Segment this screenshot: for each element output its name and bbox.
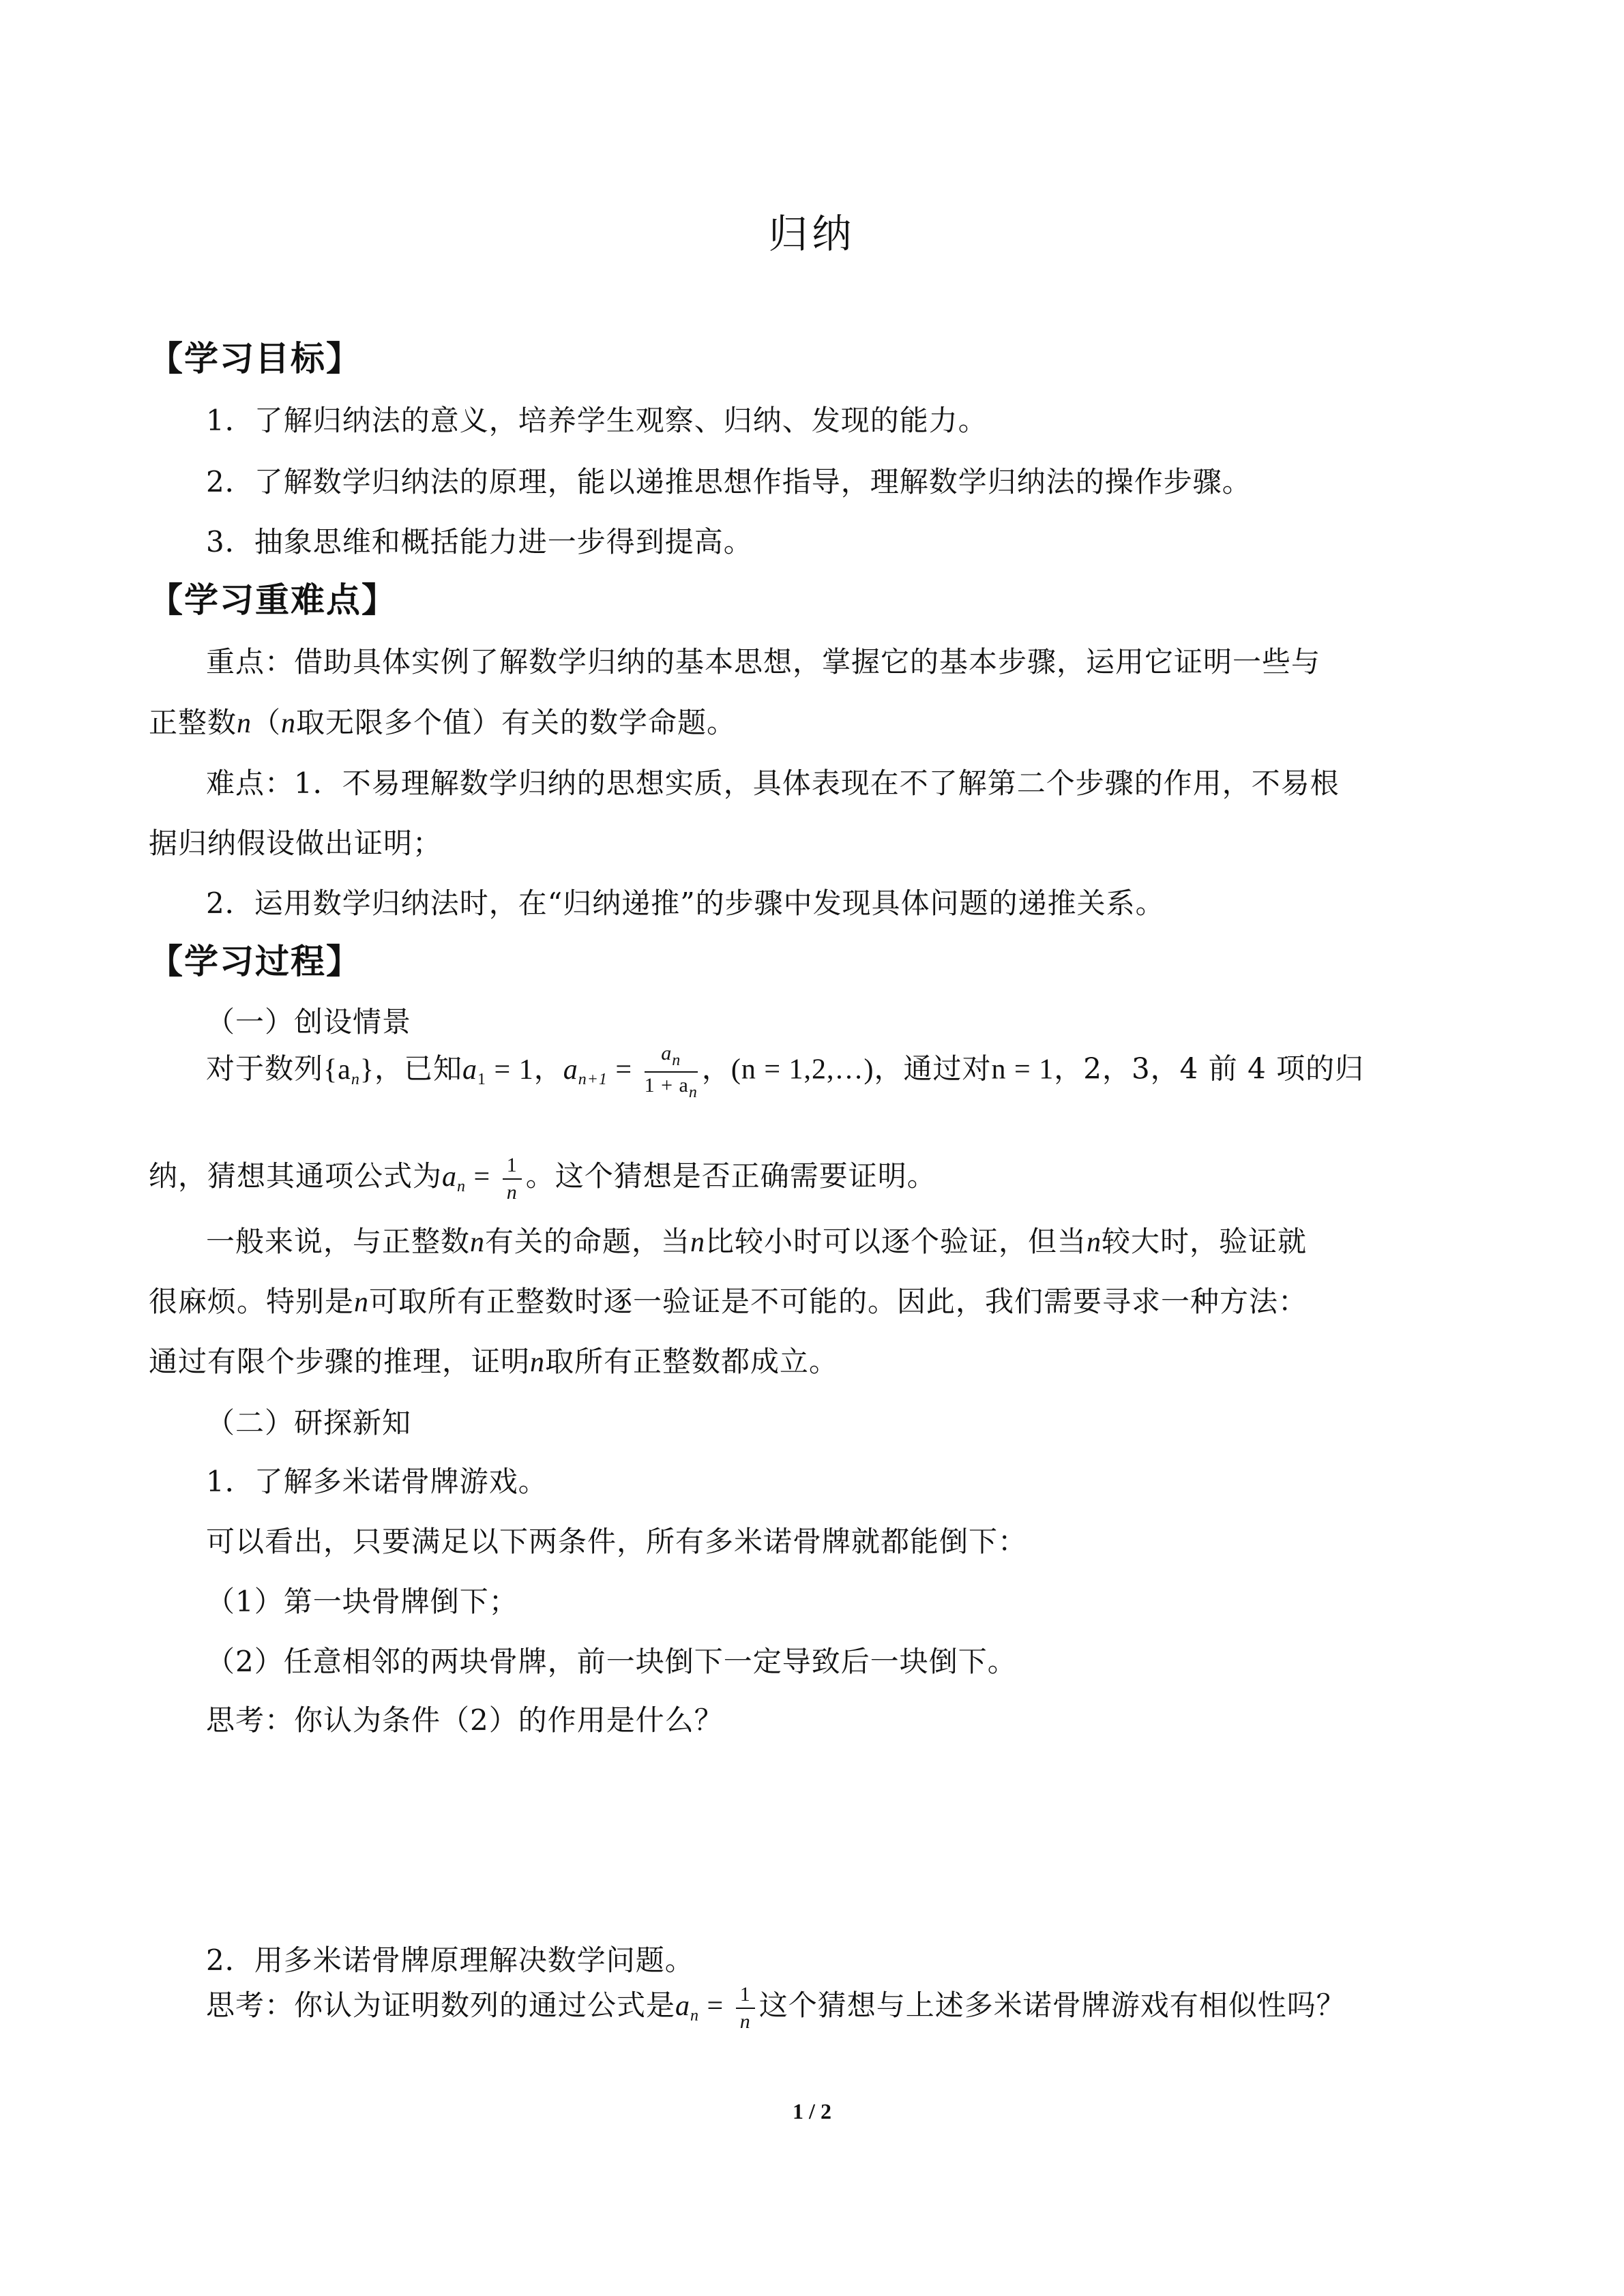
text: （ (252, 706, 282, 739)
a1-symbol: a (462, 1054, 478, 1086)
n-equals-1: n = 1 (991, 1054, 1054, 1086)
domino-item-2: 2．用多米诺骨牌原理解决数学问题。 (206, 1943, 694, 1977)
page-title: 归纳 (768, 211, 856, 257)
text: 有关的命题，当 (485, 1225, 691, 1258)
initial-term (462, 1054, 534, 1086)
n-range: (n = 1,2,…) (730, 1054, 874, 1086)
text: 很麻烦。特别是 (149, 1285, 355, 1318)
den-text: 1 + a (644, 1074, 689, 1097)
text: ，已知 (374, 1052, 463, 1086)
variable-n: n (470, 1227, 486, 1258)
text: ， (533, 1052, 563, 1086)
general-line-1 (206, 1219, 1307, 1260)
text: 可取所有正整数时逐一验证是不可能的。因此，我们需要寻求一种方法： (369, 1285, 1308, 1318)
fraction-numerator: 1 (736, 1984, 755, 2009)
seq-open: {a (323, 1054, 351, 1086)
sequence-symbol (323, 1054, 374, 1086)
text: 比较小时可以逐个验证，但当 (705, 1225, 1087, 1258)
a1-sub: 1 (477, 1070, 487, 1088)
recurrence-formula (563, 1042, 702, 1101)
rec-lhs: a (563, 1054, 578, 1086)
text: 。这个猜想是否正确需要证明。 (525, 1159, 936, 1193)
an-sub: n (457, 1178, 467, 1195)
part1-heading: （一）创设情景 (206, 1005, 412, 1039)
fraction-numerator: 1 (503, 1155, 522, 1180)
seq-sub: n (351, 1070, 360, 1088)
difficult-point-line-2: 据归纳假设做出证明； (149, 826, 443, 860)
general-line-2 (149, 1279, 1308, 1320)
domino-condition-1: （1）第一块骨牌倒下； (206, 1585, 518, 1618)
difficult-point-line-1: 难点：1．不易理解数学归纳的思想实质，具体表现在不了解第二个步骤的作用，不易根 (206, 766, 1340, 800)
text: 正整数 (149, 706, 237, 739)
think-question-2 (206, 1983, 1346, 2032)
goal-item-2: 2．了解数学归纳法的原理，能以递推思想作指导，理解数学归纳法的操作步骤。 (206, 465, 1252, 498)
goal-item-3: 3．抽象思维和概括能力进一步得到提高。 (206, 525, 753, 558)
text: 对于数列 (206, 1052, 324, 1086)
key-point-line-2 (149, 700, 736, 741)
fraction-denominator (645, 1073, 698, 1101)
general-term-fraction (503, 1155, 522, 1203)
an-sub: n (690, 2007, 700, 2025)
an-symbol: a (675, 1991, 691, 2022)
text: 通过有限个步骤的推理，证明 (149, 1345, 531, 1378)
general-term-fraction (736, 1984, 755, 2032)
variable-n: n (281, 708, 297, 739)
process-heading: 【学习过程】 (149, 942, 361, 981)
variable-n: n (237, 708, 252, 739)
variable-n: n (354, 1287, 370, 1318)
equals: = (607, 1054, 640, 1086)
num-sub: n (672, 1052, 681, 1069)
rec-lhs-sub: n+1 (578, 1070, 608, 1088)
text: 一般来说，与正整数 (206, 1225, 471, 1258)
fraction-denominator: n (506, 1181, 518, 1204)
text: 思考：你认为证明数列的通过公式是 (206, 1988, 676, 2022)
text: 这个猜想与上述多米诺骨牌游戏有相似性吗？ (758, 1988, 1346, 2022)
think-question-1: 思考：你认为条件（2）的作用是什么？ (206, 1703, 724, 1737)
a1-rhs: = 1 (486, 1054, 534, 1086)
conjecture-line (149, 1154, 936, 1203)
domino-conditions: 可以看出，只要满足以下两条件，所有多米诺骨牌就都能倒下： (206, 1525, 1028, 1558)
text: 纳，猜想其通项公式为 (149, 1159, 443, 1193)
recurrence-fraction (645, 1043, 698, 1101)
difficult-point-line-3: 2．运用数学归纳法时，在“归纳递推”的步骤中发现具体问题的递推关系。 (206, 886, 1165, 920)
text: 取所有正整数都成立。 (545, 1345, 839, 1378)
text: ， (701, 1052, 731, 1086)
equals: = (699, 1991, 732, 2022)
part2-heading: （二）研探新知 (206, 1406, 412, 1440)
page-number: 1 / 2 (793, 2099, 831, 2123)
general-line-3 (149, 1339, 838, 1380)
sequence-line (206, 1043, 1364, 1101)
text: 取无限多个值）有关的数学命题。 (296, 706, 737, 739)
key-point-line-1: 重点：借助具体实例了解数学归纳的基本思想，掌握它的基本步骤，运用它证明一些与 (206, 645, 1321, 679)
variable-n: n (1087, 1227, 1102, 1258)
num-a: a (661, 1042, 673, 1064)
text: ，通过对 (874, 1052, 992, 1086)
domino-condition-2: （2）任意相邻的两块骨牌，前一块倒下一定导致后一块倒下。 (206, 1645, 1017, 1678)
variable-n: n (530, 1347, 546, 1378)
equals: = (466, 1161, 499, 1193)
key-difficult-heading: 【学习重难点】 (149, 580, 397, 620)
variable-n: n (690, 1227, 706, 1258)
goal-item-1: 1．了解归纳法的意义，培养学生观察、归纳、发现的能力。 (206, 404, 988, 437)
fraction-denominator: n (739, 2010, 751, 2033)
den-sub: n (688, 1084, 698, 1101)
domino-item-1: 1．了解多米诺骨牌游戏。 (206, 1465, 548, 1498)
general-term-formula (675, 1983, 759, 2033)
goals-heading: 【学习目标】 (149, 339, 361, 378)
text: 较大时，验证就 (1102, 1225, 1308, 1258)
general-term-formula (442, 1154, 526, 1204)
an-symbol: a (442, 1161, 458, 1193)
text: ，2，3，4 前 4 项的归 (1054, 1052, 1365, 1086)
seq-close: } (359, 1054, 374, 1086)
fraction-numerator (645, 1043, 698, 1073)
